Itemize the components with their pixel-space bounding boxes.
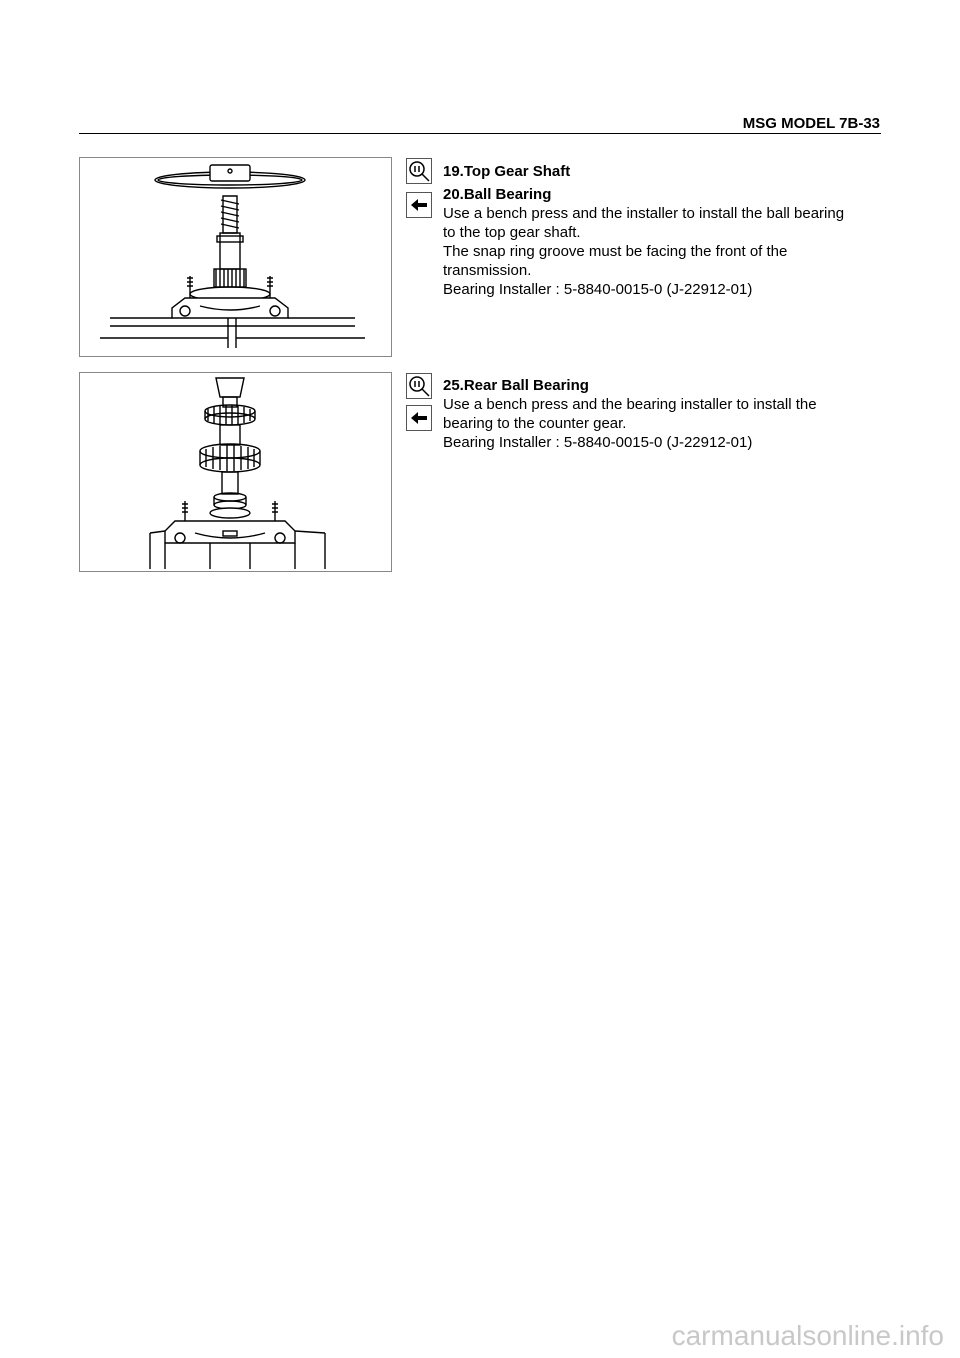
install-icon bbox=[406, 405, 432, 431]
tool-reference: Bearing Installer : 5-8840-0015-0 (J-22912-01) bbox=[443, 434, 753, 451]
press-diagram-1 bbox=[80, 158, 391, 356]
step-1-text bbox=[443, 162, 883, 299]
instruction-line: bearing to the counter gear. bbox=[443, 415, 627, 432]
inspect-icon bbox=[406, 158, 432, 184]
instruction-line: The snap ring groove must be facing the front of the bbox=[443, 243, 788, 260]
instruction-line: Use a bench press and the bearing installer to install the bbox=[443, 396, 817, 413]
press-diagram-2 bbox=[80, 373, 391, 571]
install-icon bbox=[406, 192, 432, 218]
instruction-line: transmission. bbox=[443, 262, 532, 279]
page-title: MSG MODEL 7B-33 bbox=[742, 115, 880, 132]
inspect-icon bbox=[406, 373, 432, 399]
instruction-line: to the top gear shaft. bbox=[443, 224, 581, 241]
header-divider bbox=[79, 133, 881, 134]
figure-top-gear-shaft bbox=[79, 157, 392, 357]
watermark: carmanualsonline.info bbox=[671, 1320, 944, 1351]
step-heading-ball-bearing: 20.Ball Bearing bbox=[443, 186, 552, 203]
step-heading-top-gear-shaft: 19.Top Gear Shaft bbox=[443, 163, 571, 180]
instruction-line: Use a bench press and the installer to install the ball bearing bbox=[443, 205, 845, 222]
step-heading-rear-ball-bearing: 25.Rear Ball Bearing bbox=[443, 377, 589, 394]
step-2-text bbox=[443, 376, 883, 452]
figure-counter-gear bbox=[79, 372, 392, 572]
tool-reference: Bearing Installer : 5-8840-0015-0 (J-22912-01) bbox=[443, 281, 753, 298]
